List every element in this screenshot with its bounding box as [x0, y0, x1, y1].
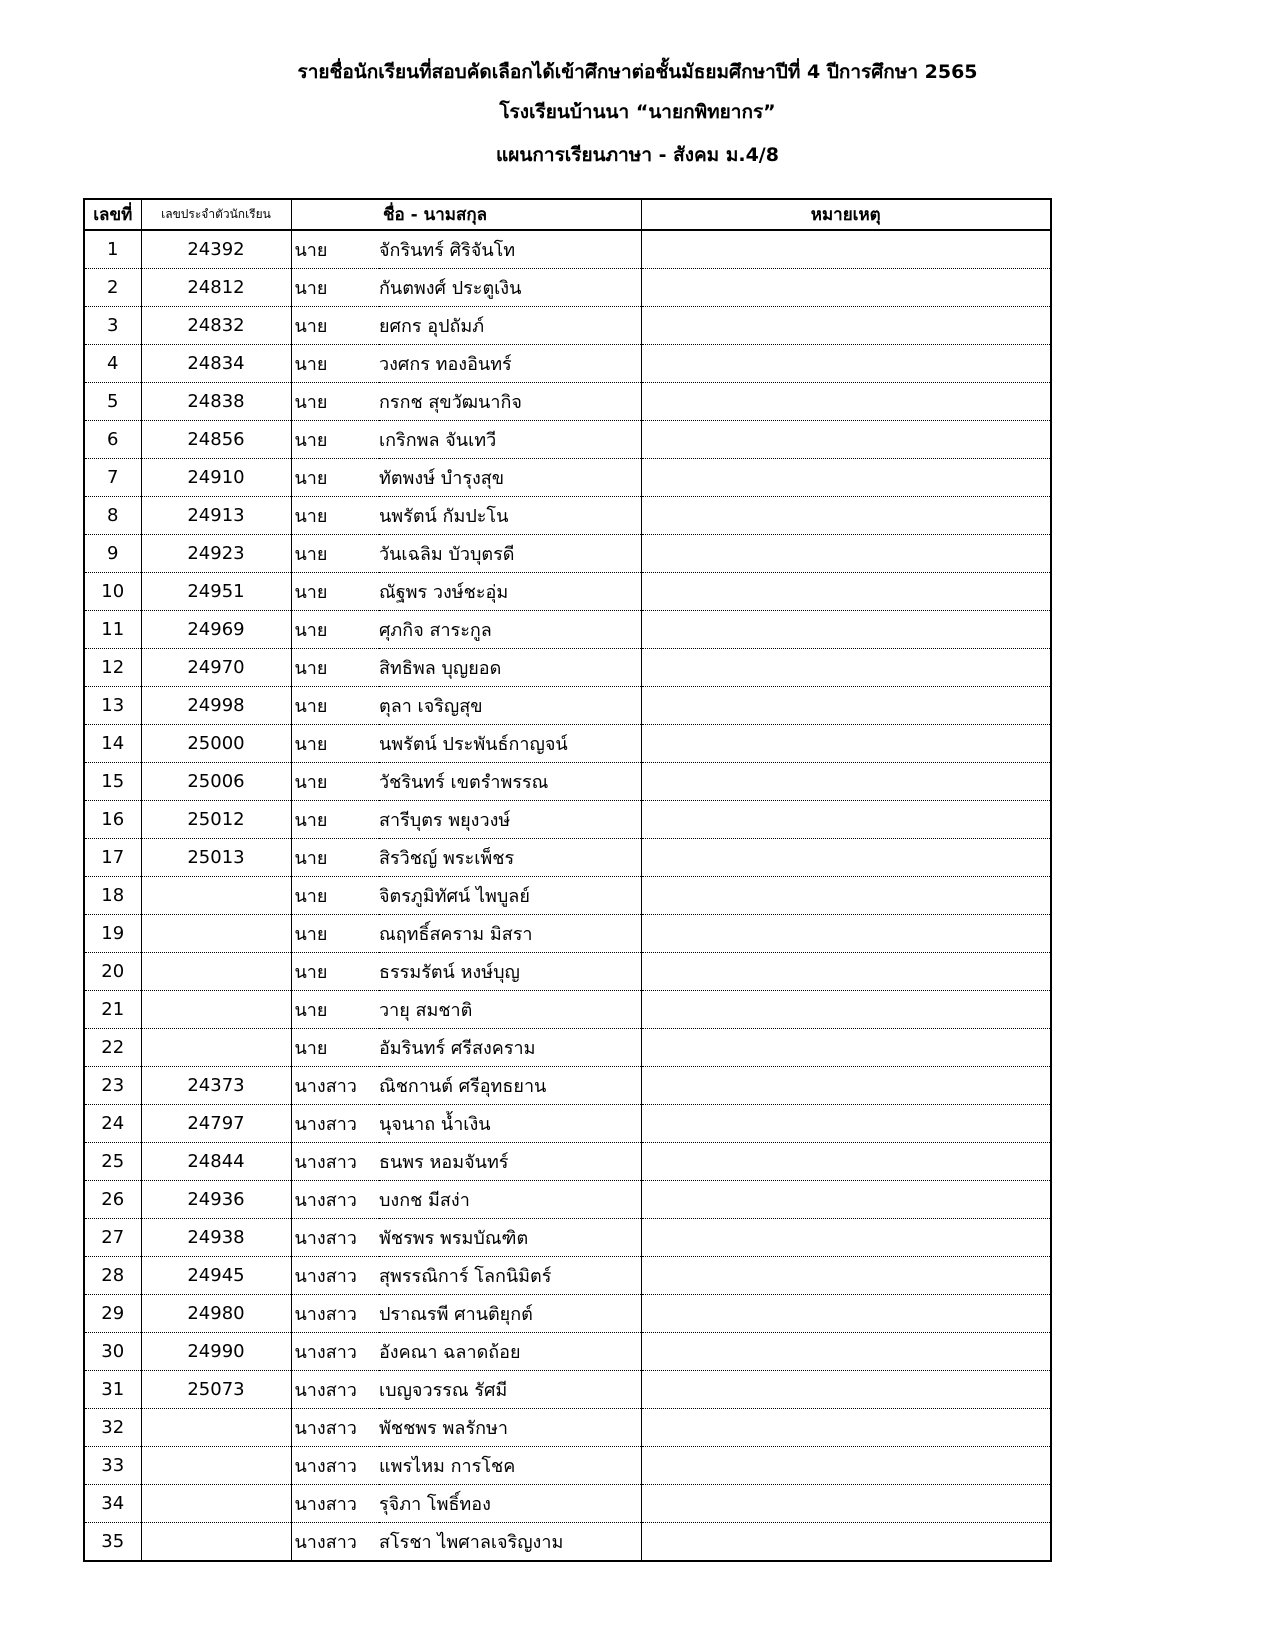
cell-remark [641, 459, 1051, 497]
study-plan-title: แผนการเรียนภาษา - สังคม ม.4/8 [496, 144, 779, 166]
cell-number: 22 [84, 1029, 141, 1067]
cell-name: เกริกพล จันเทวี [379, 421, 641, 459]
cell-student-id: 24812 [141, 269, 291, 307]
cell-prefix: นางสาว [291, 1143, 379, 1181]
cell-prefix: นาย [291, 573, 379, 611]
cell-remark [641, 611, 1051, 649]
table-row [84, 535, 1051, 573]
table-row [84, 649, 1051, 687]
cell-number: 24 [84, 1105, 141, 1143]
cell-remark [641, 1295, 1051, 1333]
cell-name: นพรัตน์ กัมปะโน [379, 497, 641, 535]
cell-name: อังคณา ฉลาดถ้อย [379, 1333, 641, 1371]
cell-number: 9 [84, 535, 141, 573]
cell-remark [641, 1181, 1051, 1219]
cell-number: 27 [84, 1219, 141, 1257]
cell-remark [641, 345, 1051, 383]
table-row [84, 1523, 1051, 1562]
cell-number: 31 [84, 1371, 141, 1409]
cell-name: ธรรมรัตน์ หงษ์บุญ [379, 953, 641, 991]
cell-student-id: 24913 [141, 497, 291, 535]
cell-name: พัชชพร พลรักษา [379, 1409, 641, 1447]
cell-number: 11 [84, 611, 141, 649]
cell-prefix: นาย [291, 953, 379, 991]
cell-name: บงกช มีสง่า [379, 1181, 641, 1219]
cell-number: 35 [84, 1523, 141, 1562]
cell-number: 29 [84, 1295, 141, 1333]
cell-prefix: นางสาว [291, 1181, 379, 1219]
cell-prefix: นางสาว [291, 1219, 379, 1257]
header-student-id: เลขประจำตัวนักเรียน [141, 199, 291, 230]
cell-prefix: นาย [291, 269, 379, 307]
header-number: เลขที่ [84, 199, 141, 230]
table-row [84, 1485, 1051, 1523]
table-row [84, 1219, 1051, 1257]
table-row [84, 725, 1051, 763]
cell-number: 13 [84, 687, 141, 725]
cell-prefix: นาย [291, 763, 379, 801]
cell-name: อัมรินทร์ ศรีสงคราม [379, 1029, 641, 1067]
table-row [84, 1409, 1051, 1447]
table-row [84, 877, 1051, 915]
cell-prefix: นาย [291, 535, 379, 573]
table-row [84, 383, 1051, 421]
table-row [84, 1181, 1051, 1219]
cell-number: 12 [84, 649, 141, 687]
cell-remark [641, 269, 1051, 307]
cell-name: จิตรภูมิทัศน์ ไพบูลย์ [379, 877, 641, 915]
cell-number: 4 [84, 345, 141, 383]
cell-prefix: นาย [291, 877, 379, 915]
table-row [84, 801, 1051, 839]
cell-prefix: นาย [291, 991, 379, 1029]
cell-remark [641, 383, 1051, 421]
cell-student-id: 25013 [141, 839, 291, 877]
cell-student-id: 25000 [141, 725, 291, 763]
cell-number: 17 [84, 839, 141, 877]
cell-prefix: นาย [291, 611, 379, 649]
cell-name: วัชรินทร์ เขตรำพรรณ [379, 763, 641, 801]
table-row [84, 345, 1051, 383]
cell-student-id: 24945 [141, 1257, 291, 1295]
table-row [84, 573, 1051, 611]
table-row [84, 953, 1051, 991]
table-row [84, 839, 1051, 877]
cell-remark [641, 649, 1051, 687]
cell-number: 30 [84, 1333, 141, 1371]
cell-name: ปราณรพี ศานติยุกต์ [379, 1295, 641, 1333]
cell-remark [641, 839, 1051, 877]
cell-name: นุจนาถ น้ำเงิน [379, 1105, 641, 1143]
cell-prefix: นาย [291, 383, 379, 421]
cell-name: สิรวิชญ์ พระเพ็ชร [379, 839, 641, 877]
cell-student-id: 24373 [141, 1067, 291, 1105]
cell-number: 21 [84, 991, 141, 1029]
cell-number: 28 [84, 1257, 141, 1295]
table-row [84, 1105, 1051, 1143]
cell-number: 32 [84, 1409, 141, 1447]
cell-student-id [141, 877, 291, 915]
table-row [84, 1143, 1051, 1181]
cell-student-id: 24998 [141, 687, 291, 725]
cell-student-id: 25012 [141, 801, 291, 839]
cell-prefix: นาย [291, 801, 379, 839]
cell-prefix: นาย [291, 421, 379, 459]
cell-remark [641, 877, 1051, 915]
cell-number: 25 [84, 1143, 141, 1181]
cell-name: ตุลา เจริญสุข [379, 687, 641, 725]
cell-remark [641, 991, 1051, 1029]
cell-number: 2 [84, 269, 141, 307]
cell-student-id [141, 915, 291, 953]
table-row [84, 915, 1051, 953]
header-remark: หมายเหตุ [641, 199, 1051, 230]
table-row [84, 497, 1051, 535]
cell-name: วงศกร ทองอินทร์ [379, 345, 641, 383]
cell-student-id: 25006 [141, 763, 291, 801]
cell-prefix: นาย [291, 839, 379, 877]
cell-number: 1 [84, 230, 141, 269]
cell-remark [641, 573, 1051, 611]
cell-remark [641, 1143, 1051, 1181]
cell-student-id: 24832 [141, 307, 291, 345]
cell-prefix: นาย [291, 230, 379, 269]
cell-student-id: 24856 [141, 421, 291, 459]
cell-remark [641, 1105, 1051, 1143]
cell-remark [641, 1523, 1051, 1562]
header-name: ชื่อ - นามสกุล [379, 199, 641, 230]
cell-prefix: นางสาว [291, 1371, 379, 1409]
cell-remark [641, 1029, 1051, 1067]
cell-remark [641, 1371, 1051, 1409]
cell-student-id: 24969 [141, 611, 291, 649]
cell-student-id: 24923 [141, 535, 291, 573]
cell-name: ศุภกิจ สาระกูล [379, 611, 641, 649]
cell-name: วายุ สมชาติ [379, 991, 641, 1029]
cell-prefix: นาย [291, 497, 379, 535]
cell-remark [641, 497, 1051, 535]
cell-number: 3 [84, 307, 141, 345]
cell-prefix: นางสาว [291, 1105, 379, 1143]
cell-name: ยศกร อุปถัมภ์ [379, 307, 641, 345]
cell-prefix: นางสาว [291, 1485, 379, 1523]
cell-number: 26 [84, 1181, 141, 1219]
cell-number: 15 [84, 763, 141, 801]
cell-student-id: 24951 [141, 573, 291, 611]
cell-student-id: 24838 [141, 383, 291, 421]
cell-number: 20 [84, 953, 141, 991]
cell-student-id [141, 1409, 291, 1447]
cell-name: จักรินทร์ ศิริจันโท [379, 230, 641, 269]
cell-name: ทัตพงษ์ บำรุงสุข [379, 459, 641, 497]
cell-student-id: 24797 [141, 1105, 291, 1143]
cell-prefix: นางสาว [291, 1447, 379, 1485]
table-row [84, 1447, 1051, 1485]
cell-student-id [141, 1447, 291, 1485]
cell-student-id: 24936 [141, 1181, 291, 1219]
cell-name: เบญจวรรณ รัศมี [379, 1371, 641, 1409]
cell-student-id: 24970 [141, 649, 291, 687]
cell-prefix: นาย [291, 1029, 379, 1067]
cell-prefix: นางสาว [291, 1409, 379, 1447]
cell-prefix: นางสาว [294, 1532, 357, 1553]
cell-student-id: 24834 [141, 345, 291, 383]
cell-number: 7 [84, 459, 141, 497]
cell-name: สิทธิพล บุญยอด [379, 649, 641, 687]
cell-prefix: นาย [291, 687, 379, 725]
cell-name: ณิชกานต์ ศรีอุทธยาน [379, 1067, 641, 1105]
table-header-row [84, 199, 1051, 230]
cell-remark [641, 1333, 1051, 1371]
table-row [84, 1295, 1051, 1333]
cell-remark [641, 687, 1051, 725]
cell-name: สารีบุตร พยุงวงษ์ [379, 801, 641, 839]
table-row [84, 687, 1051, 725]
header-name-spacer [291, 199, 379, 230]
cell-prefix: นางสาว [291, 1067, 379, 1105]
cell-prefix: นางสาว [291, 1333, 379, 1371]
document-title: รายชื่อนักเรียนที่สอบคัดเลือกได้เข้าศึกษาต่อชั้นมัธยมศึกษาปีที่ 4 ปีการศึกษา 2565 [297, 61, 978, 83]
table-row [84, 1029, 1051, 1067]
cell-prefix: นาย [291, 459, 379, 497]
cell-name: ณฤทธิ์สคราม มิสรา [379, 915, 641, 953]
cell-student-id: 24392 [141, 230, 291, 269]
cell-name: พัชรพร พรมบัณฑิต [379, 1219, 641, 1257]
cell-student-id: 24980 [141, 1295, 291, 1333]
cell-prefix: นางสาว [291, 1257, 379, 1295]
cell-name: สโรชา ไพศาลเจริญงาม [379, 1523, 641, 1562]
cell-student-id: 25073 [141, 1371, 291, 1409]
cell-name: สุพรรณิการ์ โลกนิมิตร์ [379, 1257, 641, 1295]
cell-remark [641, 535, 1051, 573]
cell-prefix: นาย [291, 915, 379, 953]
cell-remark [641, 1447, 1051, 1485]
table-row [84, 1257, 1051, 1295]
table-row [84, 763, 1051, 801]
cell-student-id: 24990 [141, 1333, 291, 1371]
cell-number: 10 [84, 573, 141, 611]
table-body [84, 230, 1051, 1561]
cell-remark [641, 1409, 1051, 1447]
table-row [84, 991, 1051, 1029]
cell-remark [641, 1257, 1051, 1295]
cell-name: กันตพงศ์ ประตูเงิน [379, 269, 641, 307]
cell-remark [641, 1219, 1051, 1257]
cell-student-id: 24938 [141, 1219, 291, 1257]
cell-prefix: นางสาว [291, 1295, 379, 1333]
cell-remark [641, 953, 1051, 991]
cell-student-id [141, 1029, 291, 1067]
table-row [84, 611, 1051, 649]
school-name: โรงเรียนบ้านนา “นายกพิทยากร” [499, 101, 776, 123]
cell-student-id: 24910 [141, 459, 291, 497]
cell-number: 18 [84, 877, 141, 915]
cell-number: 16 [84, 801, 141, 839]
cell-name: แพรไหม การโชค [379, 1447, 641, 1485]
table-row [84, 1067, 1051, 1105]
cell-prefix: นาย [291, 725, 379, 763]
cell-remark [641, 1485, 1051, 1523]
cell-prefix: นาย [291, 649, 379, 687]
cell-name: นพรัตน์ ประพันธ์กาญจน์ [379, 725, 641, 763]
table-row [84, 421, 1051, 459]
cell-number: 23 [84, 1067, 141, 1105]
cell-remark [641, 915, 1051, 953]
cell-number: 33 [84, 1447, 141, 1485]
table-row [84, 1333, 1051, 1371]
cell-student-id [141, 1485, 291, 1523]
student-roster-table [83, 198, 1052, 1562]
cell-remark [641, 801, 1051, 839]
cell-number: 14 [84, 725, 141, 763]
cell-number: 8 [84, 497, 141, 535]
cell-remark [641, 1067, 1051, 1105]
cell-remark [641, 307, 1051, 345]
cell-prefix: นาย [291, 345, 379, 383]
cell-name: ธนพร หอมจันทร์ [379, 1143, 641, 1181]
cell-remark [641, 725, 1051, 763]
cell-remark [641, 421, 1051, 459]
cell-name: รุจิภา โพธิ์ทอง [379, 1485, 641, 1523]
cell-student-id [141, 1523, 291, 1562]
cell-prefix: นาย [291, 307, 379, 345]
cell-remark [641, 763, 1051, 801]
table-row [84, 269, 1051, 307]
cell-number: 19 [84, 915, 141, 953]
table-row [84, 459, 1051, 497]
table-row [84, 1371, 1051, 1409]
cell-name: ณัฐพร วงษ์ชะอุ่ม [379, 573, 641, 611]
table-row [84, 307, 1051, 345]
cell-student-id [141, 953, 291, 991]
cell-number: 6 [84, 421, 141, 459]
cell-name: กรกช สุขวัฒนากิจ [379, 383, 641, 421]
table-row [84, 230, 1051, 269]
cell-number: 5 [84, 383, 141, 421]
cell-remark [641, 230, 1051, 269]
cell-number: 34 [84, 1485, 141, 1523]
cell-student-id [141, 991, 291, 1029]
cell-name: วันเฉลิม บัวบุตรดี [379, 535, 641, 573]
cell-student-id: 24844 [141, 1143, 291, 1181]
